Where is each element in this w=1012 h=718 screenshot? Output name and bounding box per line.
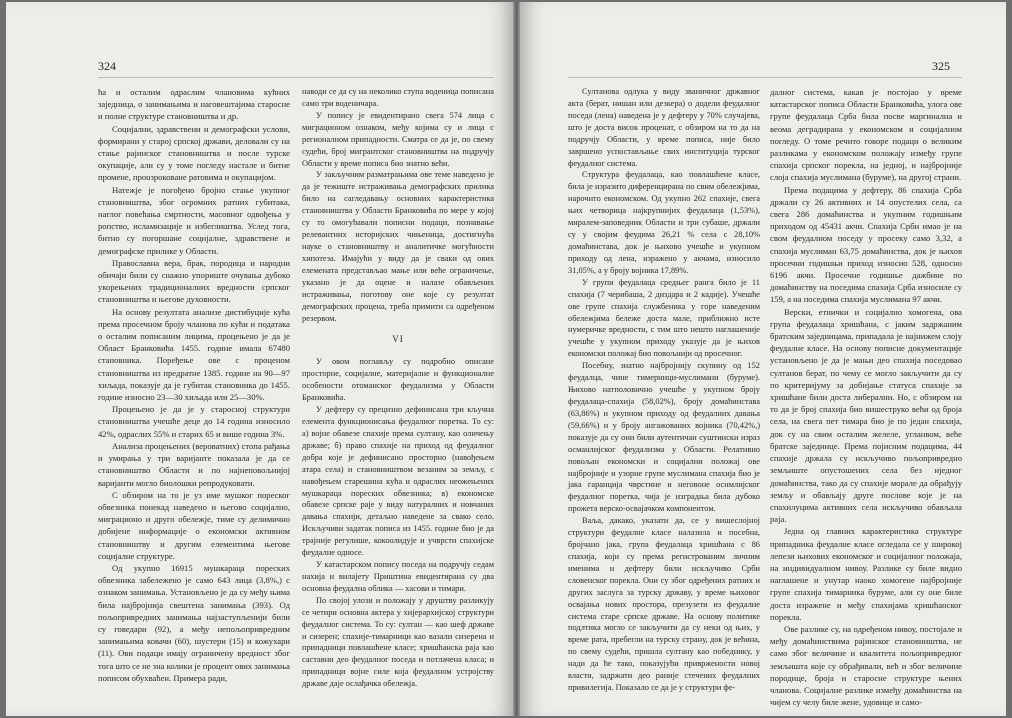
paragraph: У овом поглављу су подробно описане просторне, социјалне, материјалне и функционалне особености отоманског феудализма у Области Бранковића. xyxy=(302,357,494,403)
paragraph: У групи феудалаца средњег ранга било је 11 спахија (7 черибаша, 2 диздара и 2 кадије). Учешће ове групе спахија службеника у горе наведеним обележјима бележе доста мале, приближно исте нумеричке вредности, с тим што нешто наглашеније учешће у укупном приходу указује да је њихов економски положај био повољнији од просечног. xyxy=(568,277,760,359)
paragraph: Од укупно 16915 мушкараца пореских обвезника забележено је само 643 лица (3,8%,) с ознаком занимања. Установљено је да су међу њима била најбројнија свештена занимања (393). Од пољопривредних занимања најзаступљенији били су говедари (92), а међу непољопривредним занимањима ковачи (60), шустери (15) и кожухари (11). Ови подаци имају ограничену вредност због тога што се не зна колики је процент ових занимања пописом обухваћен. Примера ради, xyxy=(98,562,290,683)
paragraph: На основу резултата анализе дистибуције кућа према просечном броју чланова по кући и података о осталим пописаним лицима, процењено је да је Област Бранковића 1455. године имала 67480 становника. Поређење ове с проценом становништва из предратне 1385. године на 90—97 хиљада, показује да је губитак становника до 1455. године износио 23—30 хиљада или 25—30%. xyxy=(98,306,290,403)
left-page xyxy=(6,2,513,716)
paragraph: Ваља, дакако, указати да, се у вишеслојној структури феудалне класе налазила и посебна, бројчано јака, група феудалаца хришћана с 86 спахија, који су према регистрованим личним именима и дефтеру били искључиво Срби словенског порекла. Они су због одређених ратних и других заслуга за турску државу, у време њиховог освајања нових простора, презузети из феудалне система старе српске државе. На основу политике подлтика могло се закључити да су неки од њих, у време рата, пребегли на турску страну, док је већина, по свему судећи, пришла султану као победнику, у нади да ће тако, показујући привржености новој власти, задржати део раније стечених феудалних привилегија. Показало се да је у структури фе- xyxy=(568,516,760,693)
paragraph: У дефтеру су прецизно дефинисана три кључна елемента функционисања феудалног поретка. То су: а) војне обавезе спахије према султану, као оличењу државе; б) право спахије на приход од феудалног добра које је дефинисано просторно (навођењем атара села) и становништвом везаним за земљу, с навођењем старешина кућа и одраслих неожењених мушкараца пореских обвезника; в) економске обавезе српске раје у виду натуралних и новчаних давања спахији, детаљно наведене за свако село. Искључиви задатак пописа из 1455. године био је да трајније регулише, кокоолидује и учврсти спахијске феудалне односе. xyxy=(302,405,494,558)
book-gutter xyxy=(513,2,520,716)
page-number-right: 325 xyxy=(932,59,950,73)
paragraph: наводи се да су на неколико ступа воденица пописана само три воденичара. xyxy=(302,87,494,108)
paragraph: Натежје је погођено бројно стање укупног становништва, због огромних ратних губитака, наглог повећања смртности, масовног одвођења у ропство, исламизације и избеглиштва. Услед тога, битно су погоршане социјалне, здравствене и демографске прилике у Области. xyxy=(98,184,290,256)
paragraph: Ове разлике су, на одређеном нивоу, постојале и међу домаћинствима рајинског становништва, не само због величине и квалитета пољопривредног земљишта које су обрађивали, већ и због величине породице, броја и старосне структуре њених чланова. Социјалне разлике између домаћинства на чијем су челу биле жене, удовице и само- xyxy=(770,623,962,708)
book-spread xyxy=(6,2,1006,716)
left-column-1 xyxy=(98,86,290,684)
section-heading: VI xyxy=(392,334,404,345)
paragraph: Посебну, знатно најбројнију скупину од 152 феудалца, чине тимерници-муслимани (бурумe). Њихово натполовично учешће у укупном броју феудалаца-спахија (58,02%), броју домаћинстава (63,86%) и укупном приходу од феудалних давања (59,66%) и у броју ангажованих војника (70,42%,) показује да су они били аутентичан суштински израз османлијског феудализма у Области. Релативно повољан економски и социјални положај ове најбројније и узорне групе муслимана спахија био је јака гаранција чврстине и неговоне оснмлијског феудалног поретка, чија је изградња била дубоко прожета верско-освајачком компонентом. xyxy=(568,361,760,514)
left-column-2 xyxy=(302,86,494,690)
paragraph: С обзиром на то је уз име мушког пореског обвезника понекад наведено и његово социјално, миграционо и друго обележје, тиме су делимично добијене информације о економски активном становништву и другим елементима његове социјалне структуре. xyxy=(98,489,290,561)
paragraph: По својој улози и положају у друштву разликују се четири основна актера у хијерархијској структури феудалног система. То су: султан — као шеф државе и сизерен; спахије-тимарници као вазали сизерена и припадници повлашћене класе; хришћанска раја као саставни део феудалног поседа и потлачена класа; и припадници војне силе која феудалном устројству државе даје ослађачка обележја. xyxy=(302,595,494,689)
paragraph: У попису је евидентирано свега 574 лица с миграционом ознаком, међу којима су и лица с регионалном припадности. Сматра се да је, по свему судећи, број мигрантског становништва на подручју Области у време пописа био знатно већи. xyxy=(302,110,494,168)
paragraph: Једна од главних карактеристика структуре припадника феудалне класе огледала се у широкој лепези њихових економског и социјалног положаја, на индивидуалном нивоу. Разлике су биле видно наглашене и унутар наоко хомогене најбројније групе спахија тимарника бурумe, али су оне биле доста изражене и међу спахијама хришћанског порекла. xyxy=(770,526,962,622)
paragraph: далног система, какав је постојао у време катастарског пописа Области Бранковића, улога ове групе феудалаца Срба била посве маргинална и веома деградирана у економском и социјалном погледу. О томе речито говоре подаци о великим разликама у економском положају између групе спахија српског порекла, на једној, и најбројније слоја спахија муслимана (буруме), на другој страни. xyxy=(770,87,962,183)
header-rule-left xyxy=(98,77,494,78)
paragraph: У закључним разматрањима ове теме наведено је да је тежиште истраживања демографских прилика било на сагледавању основних карактеристика становништва у Области Бранковића по мере у којој су то омогућавали пописни подаци, познавање релевантних историјских чињеница, достигнућа науке о становништву и аналитичке могућности хипотеза. Имајући у виду да је сваки од ових елемената представљао мање или веће ограничење, указано је да оцене и налазе обављених истраживања, поготову оне које су резултат демографских процена, треба примити са одређеном резервом. xyxy=(302,170,494,323)
paragraph: Процењено је да је у старосној структури становништва учешће деце до 14 година износило 42%, одраслих 55% и старих 65 и више година 3%. xyxy=(98,404,290,439)
paragraph: Верски, етнички и социјално хомогена, ова група феудалаца хришћана, с јаким задржаним братским заједницама, припадала је најнижем слоју феудалне класе. На основу пописне документације установљено је да је мањи део спахија поседовао султанов берат, по чему се могло закључити да су по критеријуму за добијање статуса спахије за хришћане били доста либерални. Но, с обзиром на то да је број спахија био вишеструко већи од броја села, на свега пет тимара био је по један спахија, док су на свим осталим желеле, угланвом, веће братске заједнице. Према појисним подацима, 44 спахије држала су искључиво пољопривредно земљиште опустошених села без иједног домаћинства, тако да су спахије морале да обрађују земљу и обављају друге послове које је на спахилуцима активних села искључиво обављала раја. xyxy=(770,306,962,525)
page-number-left: 324 xyxy=(98,59,116,73)
paragraph: Према подацима у дефтеру, 86 спахија Срба држали су 26 активних и 14 опустелих села, са свега 286 домаћинства и укупним годишњим приходом од 45431 акчи. Спахија Срби имао је на свом феудалном поседу у просеку само 3,32, а спахија муслиман 63,75 домаћинства, док је њихов просечни годишњи приход износио 528, односно 6196 акчи. Просечне годишње дажбине по домаћинству на поседима спахија Срба износиле су 159, а на поседима спахија муслимана 97 акчи. xyxy=(770,184,962,305)
header-rule-right xyxy=(568,77,962,78)
paragraph: ћа и осталим одраслим члановима кућних заједница, о занимањима и наговештајима старосне и полне структуре становништва и др. xyxy=(98,87,290,122)
paragraph: У катастарском попису поседа на подручју седам нахија и вилајету Приштина евидентирана су два основна феудална облика — хасови и тимари. xyxy=(302,560,494,593)
right-page xyxy=(520,2,1006,716)
paragraph: Султанова одлука у виду званичног државног акта (берат, нишан или дезкера) о додели феудалног поседа (лена) наведена је у дефтеру у 70% случајева, што је доста висок проценат, с обзиром на то да на подручју Области, у време пописа, није било завршено успостављање свих институција турског феудалног система. xyxy=(568,87,760,168)
paragraph: Православна вера, брак, породица и народни обичаји били су снажно упориште очувања дубоко укорењених традиционалних вредности српског становништва и његове духовности. xyxy=(98,257,290,305)
right-column-1 xyxy=(568,86,760,694)
paragraph: Социјални, здравствени и демографски услови, формирани у старој српској држави, деловали су на стање рајинског становништва и после турске окупације, али су у томе погледу настале и битне промене, прouзроковане ратовима и окупацијом. xyxy=(98,123,290,183)
paragraph: Структура феудалаца, као повлашћене класе, била је изразито диференцирана по свим обележјима, нарочито економском. Од укупно 262 спахије, свега њих четворица најкрупнијих феудалаца (1,53%), миралем-заповедник Области и три субаше, држали су у својим феудима 26,21 % села с 28,10% домаћинстава, док је њихово учешће и укупном приходу од лена, изражено у акчама, износило 31,05%, а у броју војника 17,89%. xyxy=(568,170,760,275)
paragraph: Анализа процењених (вероватних) стопа рађања и умирања у три варијанте показала је да се становништво Области и по најнеповољнијој варијанти могло биолошки репродуковати. xyxy=(98,440,290,488)
right-column-2 xyxy=(770,86,962,708)
